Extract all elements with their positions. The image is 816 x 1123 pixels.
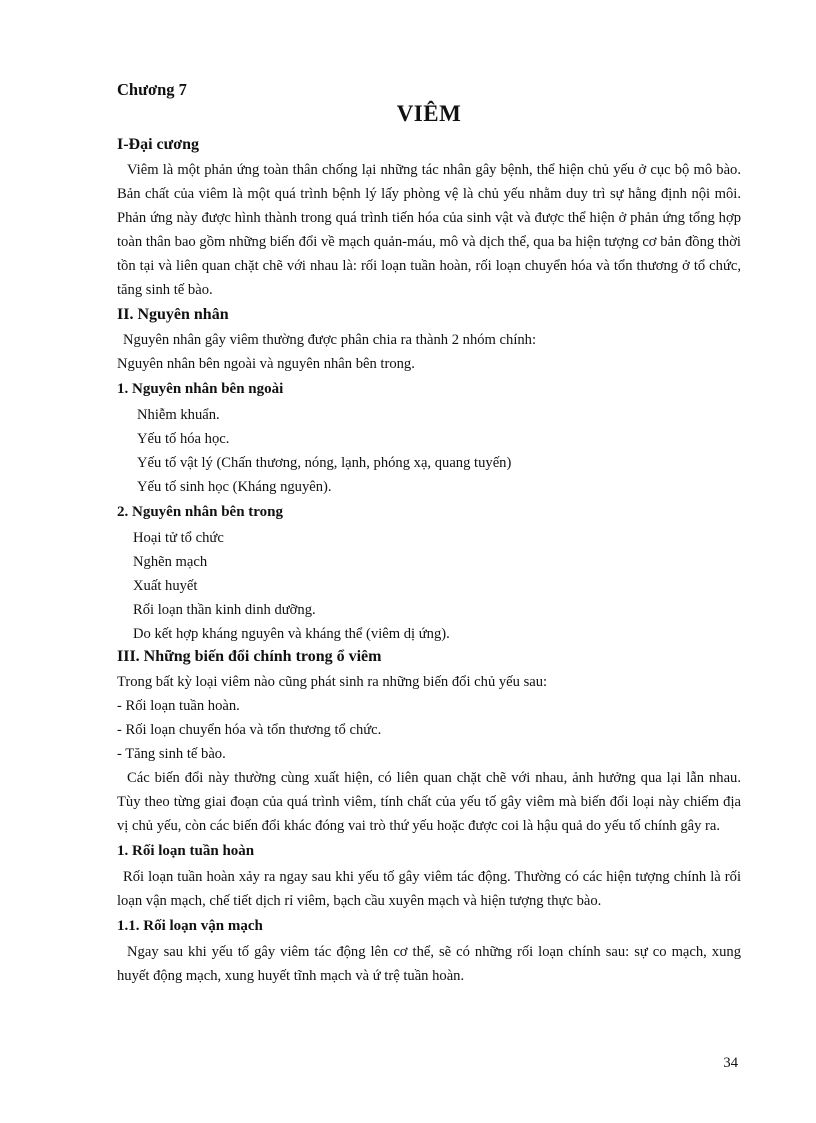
- page-content: [117, 80, 741, 988]
- list-item: Yếu tố sinh học (Kháng nguyên).: [137, 479, 332, 495]
- section-3-1-heading: 1. Rối loạn tuần hoàn: [117, 843, 255, 859]
- section-1-paragraph: Viêm là một phản ứng toàn thân chống lại những tác nhân gây bệnh, thể hiện chủ yếu ở cục bộ mô bào. Bản chất của viêm là một quá trình bệnh lý lấy phòng vệ là chủ yếu nhằm duy trì sự hằng định nội môi. Phản ứng này được hình thành trong quá trình tiến hóa của sinh vật và được thể hiện ở phản ứng tổng hợp toàn thân bao gồm những biến đổi về mạch quản-máu, mô và dịch thể, qua ba hiện tượng cơ bản đồng thời tồn tại và liên quan chặt chẽ với nhau là: rối loạn tuần hoàn, rối loạn chuyển hóa và tổn thương ở tổ chức, tăng sinh tế bào.: [117, 162, 741, 298]
- list-item: Xuất huyết: [133, 578, 198, 594]
- list-item: Yếu tố hóa học.: [137, 431, 230, 447]
- list-item: Yếu tố vật lý (Chấn thương, nóng, lạnh, phóng xạ, quang tuyến): [137, 455, 512, 471]
- section-3-heading: III. Những biến đổi chính trong ổ viêm: [117, 648, 382, 665]
- section-2-2-heading: 2. Nguyên nhân bên trong: [117, 504, 284, 520]
- section-3-1-1-heading: 1.1. Rối loạn vận mạch: [117, 918, 263, 934]
- section-3-paragraph: Các biến đổi này thường cùng xuất hiện, có liên quan chặt chẽ với nhau, ảnh hưởng qua lại lẫn nhau. Tùy theo từng giai đoạn của quá trình viêm, tính chất của yếu tố gây viêm mà biến đổi loại này chiếm địa vị chủ yếu, còn các biến đổi khác đóng vai trò thứ yếu hoặc được coi là hậu quả do yếu tố chính gây ra.: [117, 770, 741, 834]
- section-2-intro-line1: Nguyên nhân gây viêm thường được phân chia ra thành 2 nhóm chính:: [123, 332, 537, 348]
- page-number: 34: [723, 1055, 738, 1071]
- section-3-1-paragraph: Rối loạn tuần hoàn xảy ra ngay sau khi yếu tố gây viêm tác động. Thường có các hiện tượng chính là rối loạn vận mạch, chế tiết dịch rỉ viêm, bạch cầu xuyên mạch và hiện tượng thực bào.: [117, 869, 741, 909]
- chapter-label: Chương 7: [117, 80, 187, 99]
- list-item: Nhiễm khuẩn.: [137, 407, 220, 423]
- section-2-heading: II. Nguyên nhân: [117, 306, 229, 323]
- list-item: Rối loạn thần kinh dinh dưỡng.: [133, 602, 316, 618]
- section-2-1-heading: 1. Nguyên nhân bên ngoài: [117, 381, 284, 397]
- page-title: VIÊM: [396, 101, 462, 126]
- list-item: - Rối loạn chuyển hóa và tổn thương tổ chức.: [117, 722, 382, 738]
- section-1-heading: I-Đại cương: [117, 136, 200, 153]
- list-item: Hoại tử tổ chức: [133, 530, 224, 546]
- list-item: Do kết hợp kháng nguyên và kháng thể (viêm dị ứng).: [133, 626, 450, 642]
- section-3-intro: Trong bất kỳ loại viêm nào cũng phát sinh ra những biến đổi chủ yếu sau:: [117, 674, 548, 690]
- list-item: - Tăng sinh tế bào.: [117, 746, 226, 762]
- section-2-intro-line2: Nguyên nhân bên ngoài và nguyên nhân bên trong.: [117, 356, 415, 372]
- list-item: - Rối loạn tuần hoàn.: [117, 698, 240, 714]
- section-3-1-1-paragraph: Ngay sau khi yếu tố gây viêm tác động lên cơ thể, sẽ có những rối loạn chính sau: sự co mạch, xung huyết động mạch, xung huyết tĩnh mạch và ứ trệ tuần hoàn.: [117, 944, 741, 984]
- list-item: Nghẽn mạch: [133, 554, 208, 570]
